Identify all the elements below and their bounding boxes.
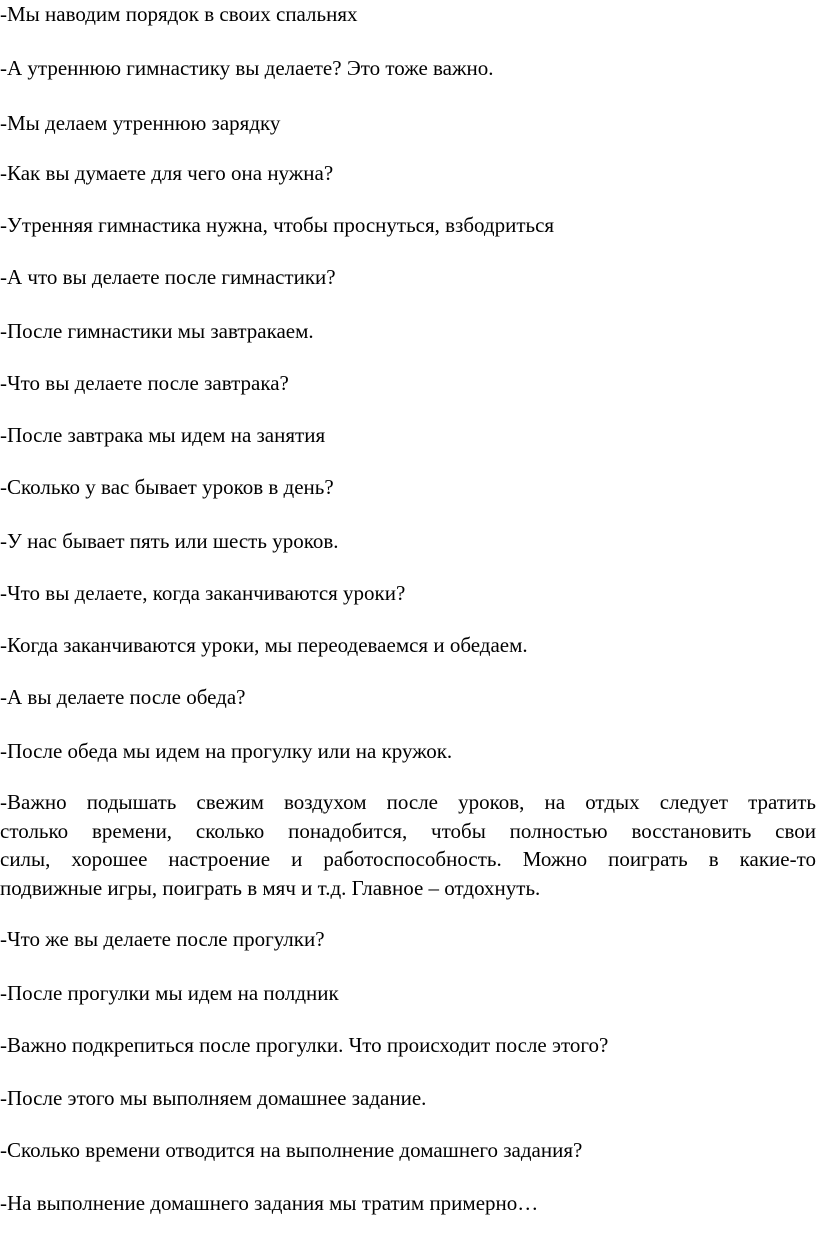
dialogue-line: -После этого мы выполняем домашнее задание. bbox=[0, 1086, 427, 1110]
dialogue-line: -У нас бывает пять или шесть уроков. bbox=[0, 529, 339, 553]
paragraph-line: столько времени, сколько понадобится, чтобы полностью восстановить свои bbox=[0, 818, 816, 843]
dialogue-line: -Мы наводим порядок в своих спальнях bbox=[0, 2, 358, 26]
dialogue-line: -Как вы думаете для чего она нужна? bbox=[0, 161, 334, 185]
dialogue-line: -Когда заканчиваются уроки, мы переодеваемся и обедаем. bbox=[0, 633, 528, 657]
dialogue-line: -А что вы делаете после гимнастики? bbox=[0, 265, 336, 289]
dialogue-line: -Сколько времени отводится на выполнение домашнего задания? bbox=[0, 1138, 583, 1162]
dialogue-paragraph bbox=[0, 788, 816, 902]
dialogue-line: -Что вы делаете после завтрака? bbox=[0, 371, 289, 395]
dialogue-line: -Мы делаем утреннюю зарядку bbox=[0, 111, 281, 135]
dialogue-line: -Сколько у вас бывает уроков в день? bbox=[0, 475, 334, 499]
paragraph-line: -Важно подышать свежим воздухом после уроков, на отдых следует тратить bbox=[0, 790, 816, 814]
dialogue-line: -Утренняя гимнастика нужна, чтобы проснуться, взбодриться bbox=[0, 213, 555, 237]
dialogue-line: -Что вы делаете, когда заканчиваются уроки? bbox=[0, 581, 406, 605]
dialogue-line: -На выполнение домашнего задания мы тратим примерно… bbox=[0, 1191, 539, 1215]
dialogue-line: -Что же вы делаете после прогулки? bbox=[0, 927, 325, 951]
dialogue-line: -А вы делаете после обеда? bbox=[0, 685, 246, 709]
dialogue-line: -После завтрака мы идем на занятия bbox=[0, 423, 326, 447]
dialogue-line: -Важно подкрепиться после прогулки. Что происходит после этого? bbox=[0, 1033, 609, 1057]
dialogue-line: -А утреннюю гимнастику вы делаете? Это тоже важно. bbox=[0, 56, 494, 80]
dialogue-line: -После гимнастики мы завтракаем. bbox=[0, 319, 314, 343]
paragraph-line: подвижные игры, поиграть в мяч и т.д. Главное – отдохнуть. bbox=[0, 875, 541, 900]
dialogue-line: -После обеда мы идем на прогулку или на кружок. bbox=[0, 739, 453, 763]
paragraph-line: силы, хорошее настроение и работоспособность. Можно поиграть в какие-то bbox=[0, 847, 816, 871]
dialogue-line: -После прогулки мы идем на полдник bbox=[0, 981, 339, 1005]
